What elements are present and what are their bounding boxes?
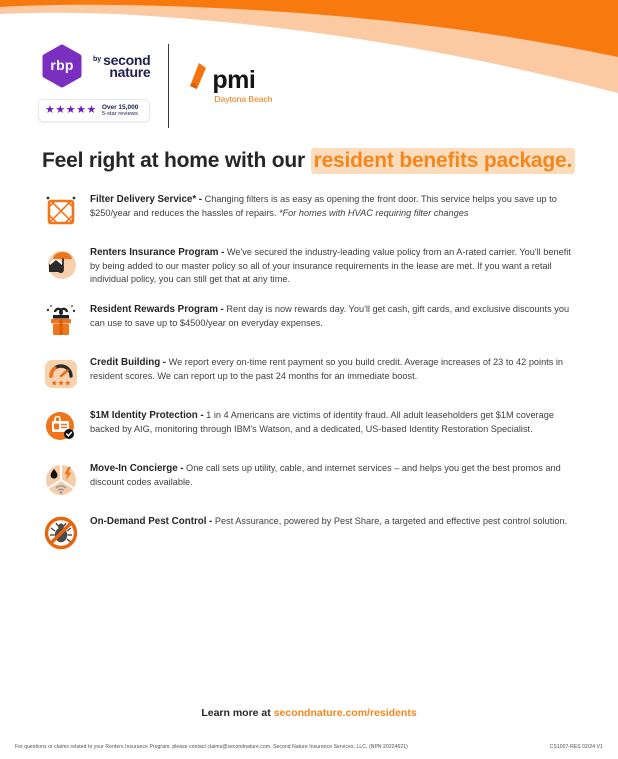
- fine-print-legal: For questions or claims related to your Renters Insurance Program, please contact claims@secondnature.com. Second Nature Insurance Services, LLC. (NPN 20224621): [15, 744, 408, 750]
- benefit-title: $1M Identity Protection: [90, 410, 198, 422]
- pmi-flag-icon: [187, 60, 209, 90]
- no-pest-icon: [42, 514, 79, 551]
- benefit-title: Renters Insurance Program: [90, 247, 219, 258]
- benefit-description: We've secured the industry-leading value policy from an A-rated carrier. You'll benefit by being added to our master policy so all of your insurance requirements in the lease are met. If you want a retail individual policy, you can still get that at any time.: [90, 247, 571, 284]
- benefit-pest-control: [42, 514, 578, 551]
- main-content: [42, 149, 578, 567]
- benefit-renters-insurance: [42, 245, 578, 286]
- benefit-move-in-concierge: [42, 461, 578, 498]
- benefit-description: One call sets up utility, cable, and internet services – and helps you get the best promos and discount codes available.: [90, 463, 561, 487]
- benefits-list: [42, 192, 578, 551]
- identity-protection-icon: [42, 408, 79, 445]
- benefit-title: Credit Building: [90, 357, 161, 369]
- fine-print-doc-code: CS1007-RES 02/24 V1: [549, 744, 603, 750]
- benefit-dash: -: [221, 247, 225, 258]
- benefit-description: Pest Assurance, powered by Pest Share, a targeted and effective pest control solution.: [214, 516, 568, 527]
- learn-more-link[interactable]: secondnature.com/residents: [273, 707, 417, 719]
- benefit-dash: -: [200, 410, 204, 422]
- credit-gauge-icon: [42, 355, 79, 392]
- svg-text:★★★: ★★★: [50, 378, 71, 388]
- five-stars-icon: ★★★★★: [45, 104, 97, 116]
- page-title: [42, 149, 578, 173]
- benefit-credit-building: [42, 355, 578, 392]
- benefit-dash: -: [209, 516, 213, 528]
- benefit-dash: -: [198, 194, 203, 205]
- brand-word-nature: nature: [109, 64, 151, 80]
- reviews-caption: 5-star reviews: [101, 111, 138, 117]
- learn-more-line: [0, 707, 618, 719]
- benefit-resident-rewards: [42, 302, 578, 339]
- header-logos: [38, 42, 273, 128]
- rbp-logo: [38, 42, 86, 90]
- brand-word-second: second: [103, 51, 151, 68]
- pmi-logo: [187, 42, 272, 104]
- benefit-description: Rent day is now rewards day. You'll get cash, gift cards, and exclusive discounts you can use to save up to $4500/year on everyday expenses.: [90, 304, 570, 328]
- benefit-dash: -: [180, 463, 184, 475]
- benefit-identity-protection: [42, 408, 578, 445]
- title-highlight: resident benefits package.: [311, 148, 576, 174]
- logo-divider: [168, 44, 169, 128]
- benefit-description: We report every on-time rent payment so you build credit. Average increases of 23 to 42 points in resident scores. We can report up to the past 24 months for an immediate boost.: [90, 357, 564, 381]
- pmi-name: pmi: [212, 66, 256, 94]
- rbp-logo-text: rbp: [50, 57, 74, 73]
- gift-rewards-icon: [42, 302, 79, 339]
- benefit-title: On-Demand Pest Control: [90, 516, 207, 528]
- fine-print: [15, 744, 603, 750]
- benefit-footnote: *For homes with HVAC requiring filter changes: [278, 207, 469, 218]
- air-filter-icon: [42, 192, 79, 229]
- umbrella-insurance-icon: [42, 245, 79, 282]
- by-label: by: [93, 55, 102, 63]
- reviews-count: Over 15,000: [101, 104, 139, 111]
- benefit-title: Move-In Concierge: [90, 463, 178, 475]
- reviews-badge: [38, 99, 150, 122]
- pmi-location: Daytona Beach: [214, 94, 273, 104]
- benefit-dash: -: [220, 304, 224, 316]
- benefit-dash: -: [162, 357, 167, 369]
- second-nature-logo: [93, 51, 151, 80]
- benefit-filter-delivery: [42, 192, 578, 229]
- benefit-title: Resident Rewards Program: [90, 304, 218, 316]
- benefit-title: Filter Delivery Service*: [90, 194, 197, 205]
- benefit-description: Changing filters is as easy as opening the front door. This service helps you save up to $250/year and reduces the hassles of repairs.: [90, 194, 557, 218]
- utilities-concierge-icon: [42, 461, 79, 498]
- benefit-description: 1 in 4 Americans are victims of identity fraud. All adult leaseholders get $1M coverage backed by AIG, monitoring through IBM's Watson, and a dedicated, US-based Identity Restoration Specialist.: [90, 410, 554, 434]
- learn-more-prefix: Learn more at: [201, 707, 271, 719]
- rbp-lockup: [38, 42, 150, 122]
- title-regular: Feel right at home with our: [42, 149, 305, 172]
